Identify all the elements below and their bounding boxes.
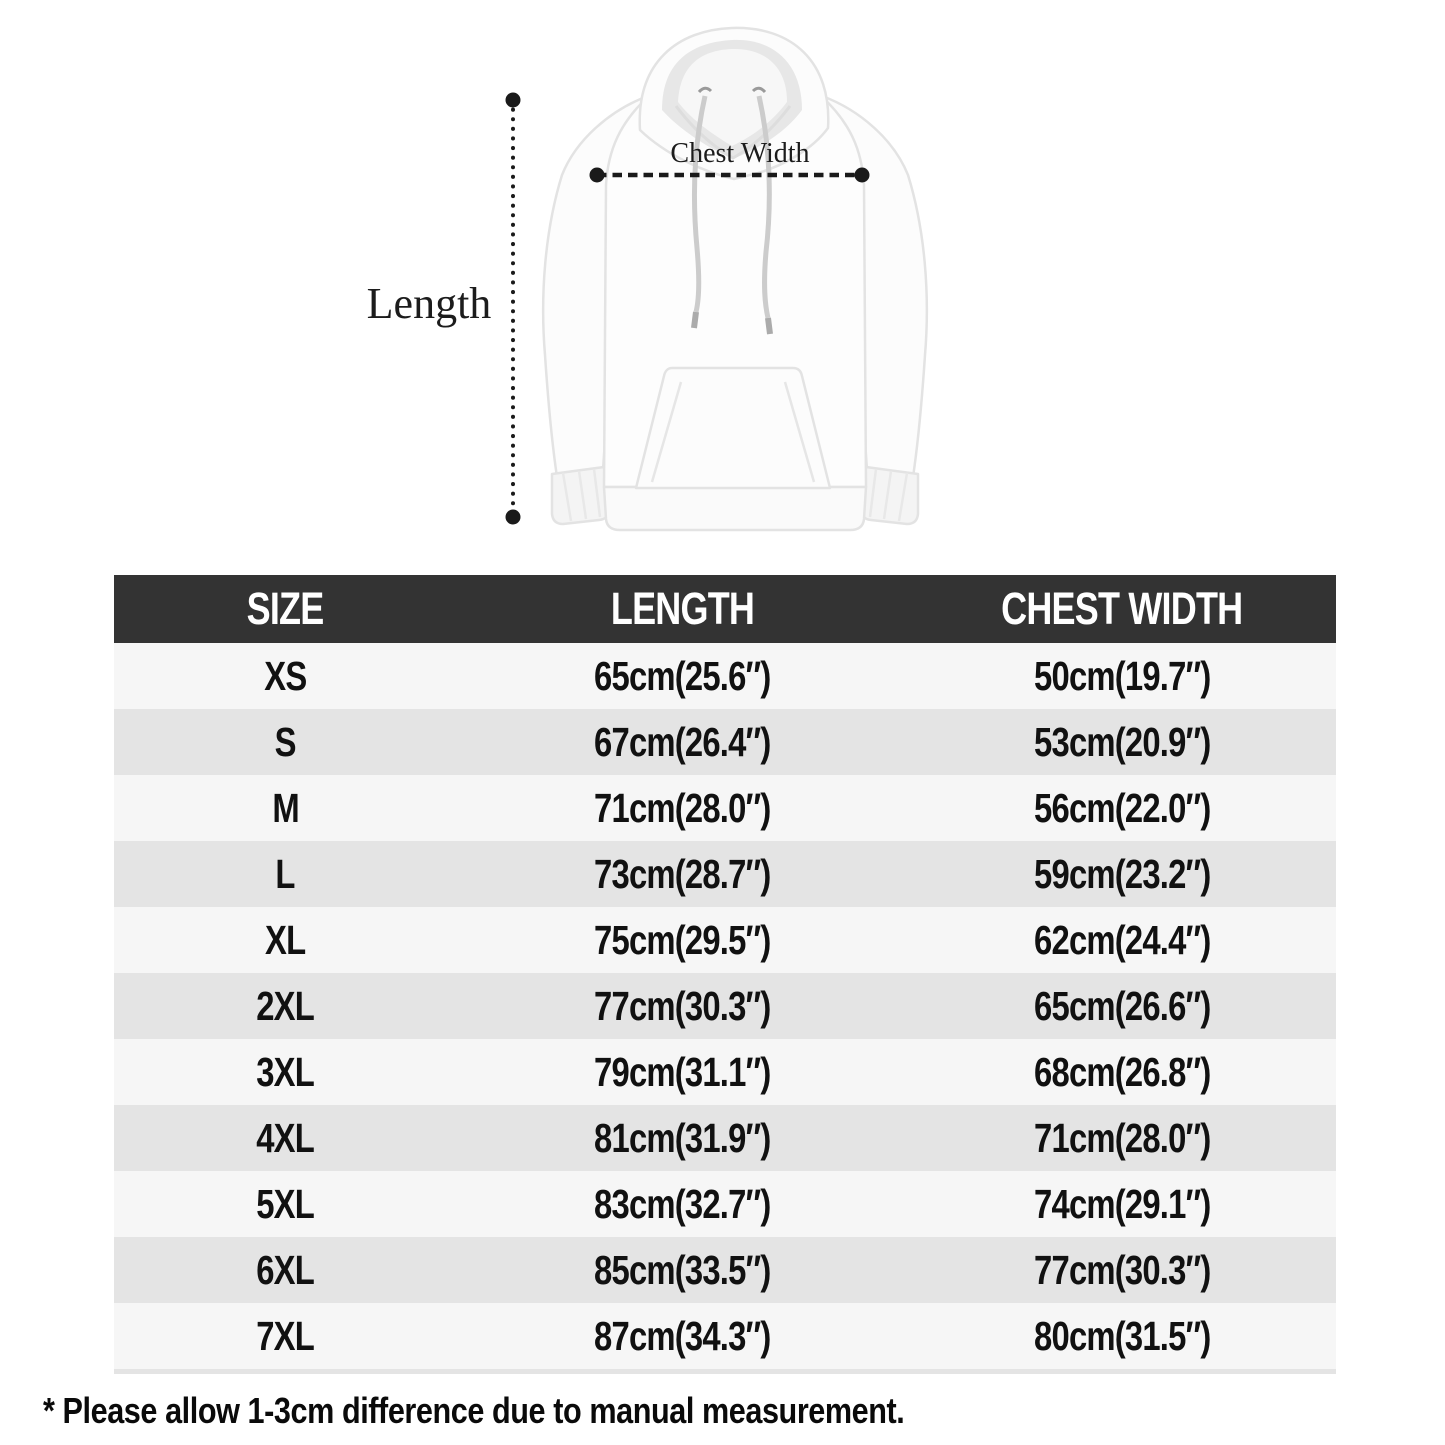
size-cell: 2XL (256, 983, 314, 1029)
length-cell: 87cm(34.3″) (593, 1313, 771, 1359)
size-cell: 3XL (256, 1049, 314, 1095)
size-chart-body (114, 643, 1336, 1369)
length-cell: 83cm(32.7″) (593, 1181, 771, 1227)
chest-width-measurement-label: Chest Width (670, 138, 810, 169)
hoodie-pocket (636, 368, 830, 488)
length-cell: 75cm(29.5″) (593, 917, 771, 963)
length-cell: 67cm(26.4″) (593, 719, 771, 765)
size-chart-row (114, 643, 1336, 709)
chest-width-cell: 50cm(19.7″) (1033, 653, 1211, 699)
size-cell: XL (264, 917, 306, 963)
size-chart-row (114, 1303, 1336, 1369)
hoodie-measurement-diagram (0, 0, 1445, 575)
chest-width-cell: 74cm(29.1″) (1033, 1181, 1211, 1227)
chest-width-right-dot (855, 168, 870, 183)
measurement-disclaimer: * Please allow 1-3cm difference due to manual measurement. (43, 1390, 905, 1431)
size-cell: 4XL (256, 1115, 314, 1161)
length-cell: 85cm(33.5″) (593, 1247, 771, 1293)
chest-width-cell: 71cm(28.0″) (1033, 1115, 1211, 1161)
size-chart-row (114, 1237, 1336, 1303)
size-chart-row (114, 1105, 1336, 1171)
chest-width-cell: 59cm(23.2″) (1033, 851, 1211, 897)
length-measure-bottom-dot (506, 510, 521, 525)
hoodie-illustration (0, 0, 1445, 575)
chest-width-cell: 56cm(22.0″) (1033, 785, 1211, 831)
size-chart-row (114, 709, 1336, 775)
column-header-length: LENGTH (610, 583, 754, 634)
size-chart-row (114, 1171, 1336, 1237)
column-header-chest-width: CHEST WIDTH (1001, 583, 1243, 634)
chest-width-cell: 65cm(26.6″) (1033, 983, 1211, 1029)
size-chart-row (114, 1039, 1336, 1105)
size-cell: 5XL (256, 1181, 314, 1227)
chest-width-cell: 53cm(20.9″) (1033, 719, 1211, 765)
size-chart-row (114, 973, 1336, 1039)
size-chart-table (114, 575, 1336, 1374)
size-cell: 7XL (256, 1313, 314, 1359)
chest-width-left-dot (590, 168, 605, 183)
length-measurement-label: Length (366, 279, 492, 328)
length-cell: 79cm(31.1″) (593, 1049, 771, 1095)
size-chart-row (114, 775, 1336, 841)
size-cell: 6XL (256, 1247, 314, 1293)
size-cell: L (275, 851, 295, 897)
length-measure-line (506, 93, 521, 525)
length-cell: 73cm(28.7″) (593, 851, 771, 897)
column-header-size: SIZE (246, 583, 324, 634)
chest-width-cell: 77cm(30.3″) (1033, 1247, 1211, 1293)
chest-width-cell: 62cm(24.4″) (1033, 917, 1211, 963)
size-chart-header-row (114, 575, 1336, 643)
size-chart-row (114, 907, 1336, 973)
size-cell: XS (263, 653, 307, 699)
length-measure-top-dot (506, 93, 521, 108)
length-cell: 81cm(31.9″) (593, 1115, 771, 1161)
size-cell: S (274, 719, 296, 765)
length-cell: 71cm(28.0″) (593, 785, 771, 831)
size-cell: M (271, 785, 299, 831)
length-cell: 77cm(30.3″) (593, 983, 771, 1029)
length-cell: 65cm(25.6″) (593, 653, 771, 699)
hoodie-hem (604, 487, 866, 530)
size-chart-row (114, 841, 1336, 907)
chest-width-cell: 80cm(31.5″) (1033, 1313, 1211, 1359)
chest-width-cell: 68cm(26.8″) (1033, 1049, 1211, 1095)
